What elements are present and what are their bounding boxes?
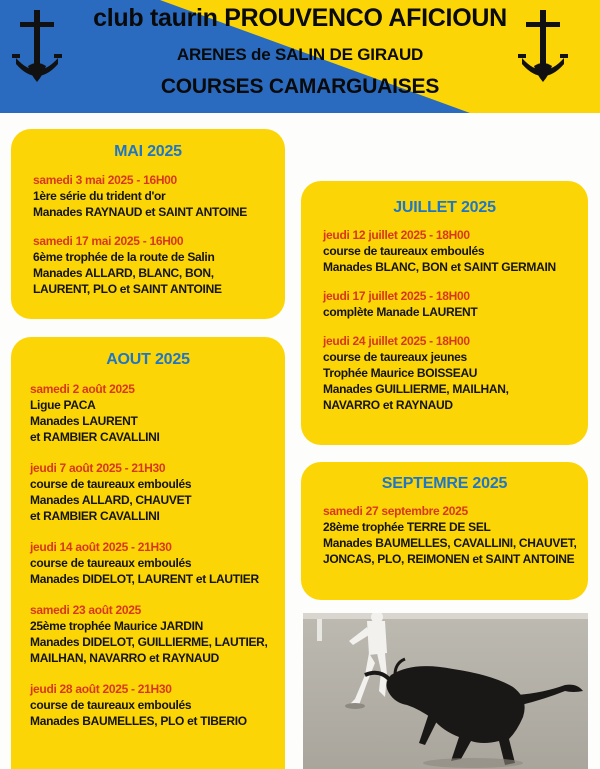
bull-photo — [303, 613, 588, 769]
event — [30, 603, 285, 666]
event-date: samedi 17 mai 2025 - 16H00 — [33, 234, 184, 248]
card-aout — [11, 337, 285, 769]
event-line: Ligue PACA — [30, 398, 96, 412]
event-line: Manades ALLARD, BLANC, BON, — [33, 266, 214, 280]
event-line: course de taureaux jeunes — [323, 350, 467, 364]
event — [323, 334, 588, 413]
event-line: Manades BLANC, BON et SAINT GERMAIN — [323, 260, 556, 274]
month-title: MAI 2025 — [114, 143, 182, 160]
event — [33, 173, 285, 220]
event-line: course de taureaux emboulés — [30, 698, 192, 712]
event-date: samedi 27 septembre 2025 — [323, 504, 468, 518]
event-date: samedi 3 mai 2025 - 16H00 — [33, 173, 177, 187]
event-line: Manades RAYNAUD et SAINT ANTOINE — [33, 205, 247, 219]
event-line: MAILHAN, NAVARRO et RAYNAUD — [30, 651, 220, 665]
event-line: 6ème trophée de la route de Salin — [33, 250, 215, 264]
month-title: SEPTEMRE 2025 — [381, 475, 508, 492]
event-date: jeudi 12 juillet 2025 - 18H00 — [323, 228, 470, 242]
event-line: LAURENT, PLO et SAINT ANTOINE — [33, 282, 222, 296]
event — [30, 682, 285, 729]
event-line: NAVARRO et RAYNAUD — [323, 398, 453, 412]
event-date: samedi 23 août 2025 — [30, 603, 142, 617]
event-line: Manades LAURENT — [30, 414, 138, 428]
card-juillet — [301, 181, 588, 445]
event-line: course de taureaux emboulés — [30, 477, 192, 491]
event-line: 28ème trophée TERRE DE SEL — [323, 520, 491, 534]
event — [323, 289, 588, 320]
event-line: 1ère série du trident d'or — [33, 189, 166, 203]
event-tagline: COURSES CAMARGUAISES — [160, 75, 440, 98]
venue-subtitle: ARENES de SALIN DE GIRAUD — [176, 45, 424, 64]
event-line: et RAMBIER CAVALLINI — [30, 430, 160, 444]
event — [323, 504, 588, 567]
header-banner — [0, 0, 600, 113]
event-date: jeudi 14 août 2025 - 21H30 — [30, 540, 172, 554]
event-line: course de taureaux emboulés — [323, 244, 485, 258]
event-line: course de taureaux emboulés — [30, 556, 192, 570]
event-date: jeudi 28 août 2025 - 21H30 — [30, 682, 172, 696]
event-line: Manades DIDELOT, LAURENT et LAUTIER — [30, 572, 259, 586]
event-line: Manades BAUMELLES, PLO et TIBERIO — [30, 714, 247, 728]
card-mai — [11, 129, 285, 319]
event-line: Trophée Maurice BOISSEAU — [323, 366, 478, 380]
event-line: 25ème trophée Maurice JARDIN — [30, 619, 203, 633]
month-title: JUILLET 2025 — [393, 199, 496, 216]
event-date: samedi 2 août 2025 — [30, 382, 135, 396]
event — [323, 228, 588, 275]
event-line: Manades DIDELOT, GUILLIERME, LAUTIER, — [30, 635, 268, 649]
card-septembre — [301, 462, 588, 600]
event — [30, 540, 285, 587]
event-line: complète Manade LAURENT — [323, 305, 478, 319]
club-title: club taurin PROUVENCO AFICIOUN — [93, 4, 507, 32]
event — [30, 382, 285, 445]
event-date: jeudi 17 juillet 2025 - 18H00 — [323, 289, 470, 303]
event-line: Manades BAUMELLES, CAVALLINI, CHAUVET, — [323, 536, 577, 550]
event-date: jeudi 7 août 2025 - 21H30 — [30, 461, 166, 475]
event — [30, 461, 285, 524]
month-title: AOUT 2025 — [106, 351, 190, 368]
event-line: et RAMBIER CAVALLINI — [30, 509, 160, 523]
event — [33, 234, 285, 297]
event-date: jeudi 24 juillet 2025 - 18H00 — [323, 334, 470, 348]
event-line: Manades GUILLIERME, MAILHAN, — [323, 382, 509, 396]
event-line: JONCAS, PLO, REIMONEN et SAINT ANTOINE — [323, 552, 575, 566]
event-line: Manades ALLARD, CHAUVET — [30, 493, 192, 507]
